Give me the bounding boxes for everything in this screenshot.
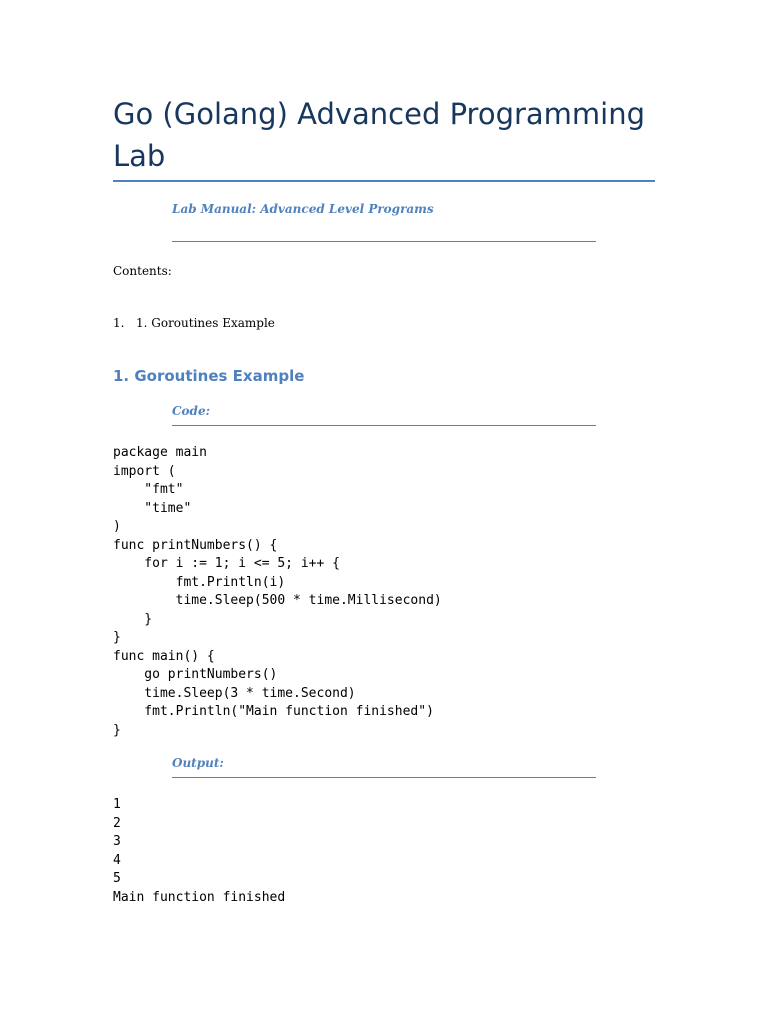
output-label: Output: <box>172 756 224 770</box>
toc-item[interactable] <box>113 315 275 331</box>
title-divider <box>113 180 655 182</box>
toc-item-text: 1. Goroutines Example <box>136 316 275 330</box>
subtitle-divider <box>172 241 596 242</box>
output-label-divider <box>172 777 596 778</box>
code-label: Code: <box>172 404 211 418</box>
table-of-contents <box>113 315 275 331</box>
output-block: 1 2 3 4 5 Main function finished <box>113 797 286 905</box>
toc-item-number: 1. <box>113 316 125 330</box>
document-subtitle: Lab Manual: Advanced Level Programs <box>172 202 434 216</box>
document-title: Go (Golang) Advanced Programming Lab <box>113 97 646 173</box>
code-block: package main import ( "fmt" "time" ) func printNumbers() { for i := 1; i <= 5; i++ { fmt.Println(i) time.Sleep(500 * time.Millisecond) } } func main() { go printNumbers() time.Sleep(3 * time.Second) fmt.Println("Main function finished") } <box>113 445 442 738</box>
code-label-divider <box>172 425 596 426</box>
contents-label: Contents: <box>113 264 172 278</box>
section-heading: 1. Goroutines Example <box>113 367 305 385</box>
